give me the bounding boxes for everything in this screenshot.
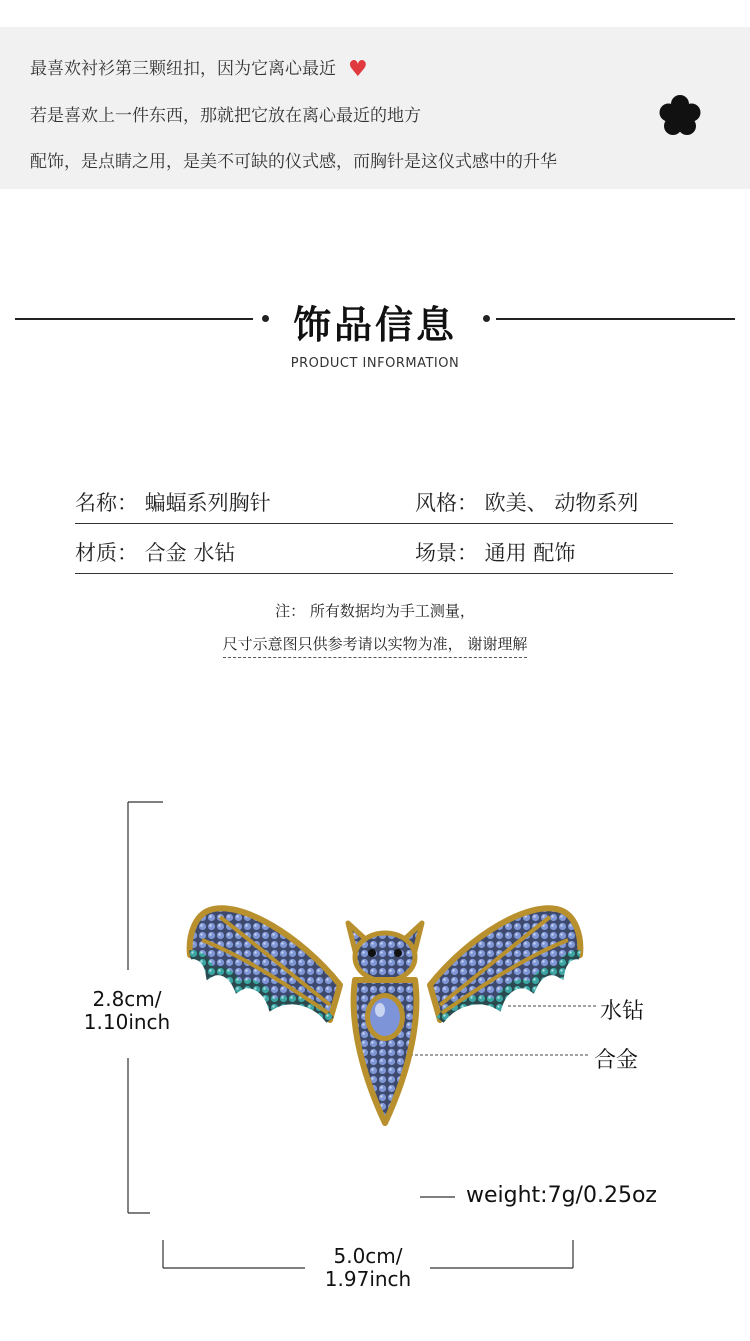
info-style: 风格： 欧美、 动物系列 bbox=[415, 491, 639, 515]
flower-icon bbox=[655, 91, 705, 141]
quote-banner bbox=[0, 27, 750, 189]
label-alloy: 合金 bbox=[594, 1048, 639, 1073]
width-cm: 5.0cm/ bbox=[333, 1244, 403, 1268]
info-row-2 bbox=[75, 525, 673, 574]
quote-line-3: 配饰，是点睛之用，是美不可缺的仪式感，而胸针是这仪式感中的升华 bbox=[30, 152, 557, 172]
height-inch: 1.10inch bbox=[83, 1010, 171, 1034]
quote-line-2: 若是喜欢上一件东西，那就把它放在离心最近的地方 bbox=[30, 106, 421, 126]
quote-line-1-text: 最喜欢衬衫第三颗纽扣，因为它离心最近 bbox=[30, 59, 336, 79]
section-subtitle: PRODUCT INFORMATION bbox=[290, 356, 460, 371]
note-line-2 bbox=[0, 633, 750, 654]
weight-label: weight:7g/0.25oz bbox=[466, 1183, 657, 1208]
width-inch: 1.97inch bbox=[324, 1267, 412, 1291]
width-dimension bbox=[318, 1245, 418, 1291]
info-occasion: 场景： 通用 配饰 bbox=[415, 541, 576, 565]
bat-brooch-image bbox=[180, 895, 590, 1135]
height-cm: 2.8cm/ bbox=[92, 987, 162, 1011]
title-rule-right bbox=[496, 318, 735, 320]
note-line-1: 注： 所有数据均为手工测量， bbox=[275, 602, 475, 620]
section-header bbox=[0, 290, 750, 380]
info-material: 材质： 合金 水钻 bbox=[75, 541, 236, 565]
note-line-2-text: 尺寸示意图只供参考请以实物为准， 谢谢理解 bbox=[223, 635, 528, 658]
quote-line-1 bbox=[30, 54, 368, 82]
info-row-1 bbox=[75, 475, 673, 524]
height-dimension bbox=[82, 988, 172, 1034]
info-name: 名称： 蝙蝠系列胸针 bbox=[75, 491, 271, 515]
label-rhinestone: 水钻 bbox=[600, 999, 645, 1024]
title-dot-right bbox=[483, 315, 490, 322]
section-title: 饰品信息 bbox=[292, 303, 457, 347]
heart-icon: ♥ bbox=[348, 57, 368, 82]
